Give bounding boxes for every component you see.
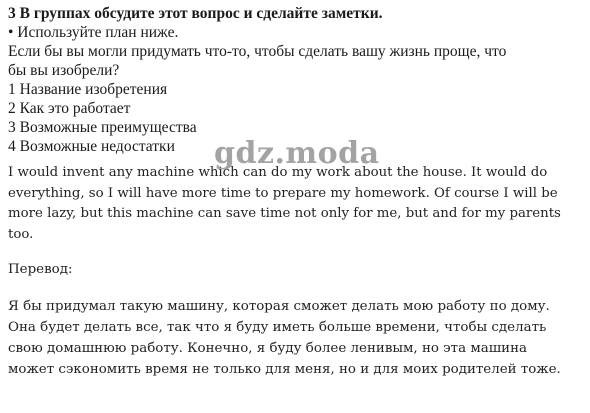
document-page [8,4,584,380]
plan-item-3: 3 Возможные преимущества [8,119,197,136]
question-line-1: Если бы вы могли придумать что-то, чтобы сделать вашу жизнь проще, что [8,43,507,60]
answer-en-line-2: everything, so I will have more time to prepare my homework. Of course I will be [8,185,558,201]
answer-ru-line-2: Она будет делать все, так что я буду иметь больше времени, чтобы сделать [8,320,547,335]
answer-en-line-4: too. [8,226,34,242]
task-heading: 3 В группах обсудите этот вопрос и сделайте заметки. [8,5,383,22]
answer-ru-line-4: может сэкономить время не только для меня, но и для моих родителей тоже. [8,362,561,377]
task-bullet: • Используйте план ниже. [8,24,179,41]
plan-item-2: 2 Как это работает [8,100,131,117]
answer-ru-line-3: свою домашнюю работу. Конечно, я буду более ленивым, но эта машина [8,341,528,356]
plan-item-1: 1 Название изобретения [8,81,168,98]
answer-ru-line-1: Я бы придумал такую машину, которая сможет делать мою работу по дому. [8,299,550,314]
translation-label: Перевод: [8,262,73,277]
answer-en-line-3: more lazy, but this machine can save time not only for me, but and for my parents [8,206,561,221]
question-line-2: бы вы изобрели? [8,62,120,79]
watermark: gdz.moda [214,136,380,171]
answer-en-line-1: I would invent any machine which can do my work about the house. It would do [8,165,548,180]
plan-item-4: 4 Возможные недостатки [8,138,175,155]
